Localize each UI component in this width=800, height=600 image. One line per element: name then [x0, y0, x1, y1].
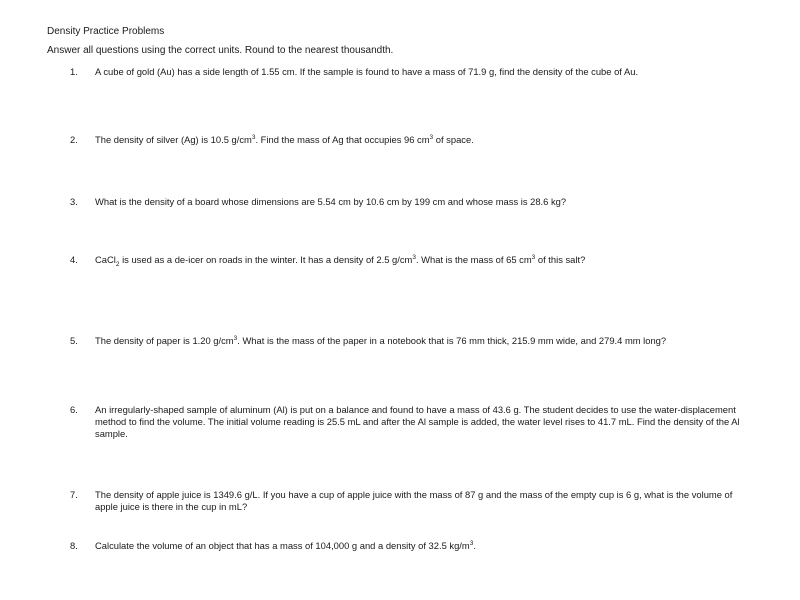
problem-text: A cube of gold (Au) has a side length of 1.55 cm. If the sample is found to have a mass of 71.9 g, find the density of the cube of Au. [95, 66, 639, 77]
problem-text: CaCl$_2$ is used as a de-icer on roads in the winter. It has a density of 2.5 $g/cm^3$. What is the mass of 65 $cm^3$ of this salt? [95, 253, 586, 268]
problem-number: 4. [70, 254, 78, 265]
problem-text: What is the density of a board whose dimensions are 5.54 cm by 10.6 cm by 199 cm and whose mass is 28.6 kg? [95, 196, 567, 207]
worksheet-instructions: Answer all questions using the correct units. Round to the nearest thousandth. [47, 45, 394, 56]
problem-number: 7. [70, 489, 78, 500]
problem-number: 2. [70, 134, 78, 145]
problem-number: 1. [70, 66, 78, 77]
problem-text: The density of apple juice is 1349.6 g/L. If you have a cup of apple juice with the mass of 87 g and the mass of the empty cup is 6 g, what is the volume of apple juice is there in the cup in mL? [95, 489, 733, 512]
problem-text: Calculate the volume of an object that has a mass of 104,000 g and a density of 32.5 $kg/m^3$. [95, 539, 476, 551]
problem-text: The density of silver (Ag) is 10.5 $g/cm^3$. Find the mass of Ag that occupies 96 $cm^3$ of space. [95, 133, 474, 145]
problem-number: 5. [70, 335, 78, 346]
problem-number: 3. [70, 196, 78, 207]
problem-number: 8. [70, 540, 78, 551]
problem-text: An irregularly-shaped sample of aluminum (Al) is put on a balance and found to have a mass of 43.6 g. The student decides to use the water-displacement method to find the volume. The initial volume reading is 25.5 mL and after the Al sample is added, the water level rises to 41.7 mL. Find the density of the Al sample. [95, 404, 740, 439]
problem-number: 6. [70, 404, 78, 415]
problem-text: The density of paper is 1.20 $g/cm^3$. What is the mass of the paper in a notebook that is 76 mm thick, 215.9 mm wide, and 279.4 mm long? [95, 334, 667, 346]
worksheet-title: Density Practice Problems [47, 26, 165, 37]
